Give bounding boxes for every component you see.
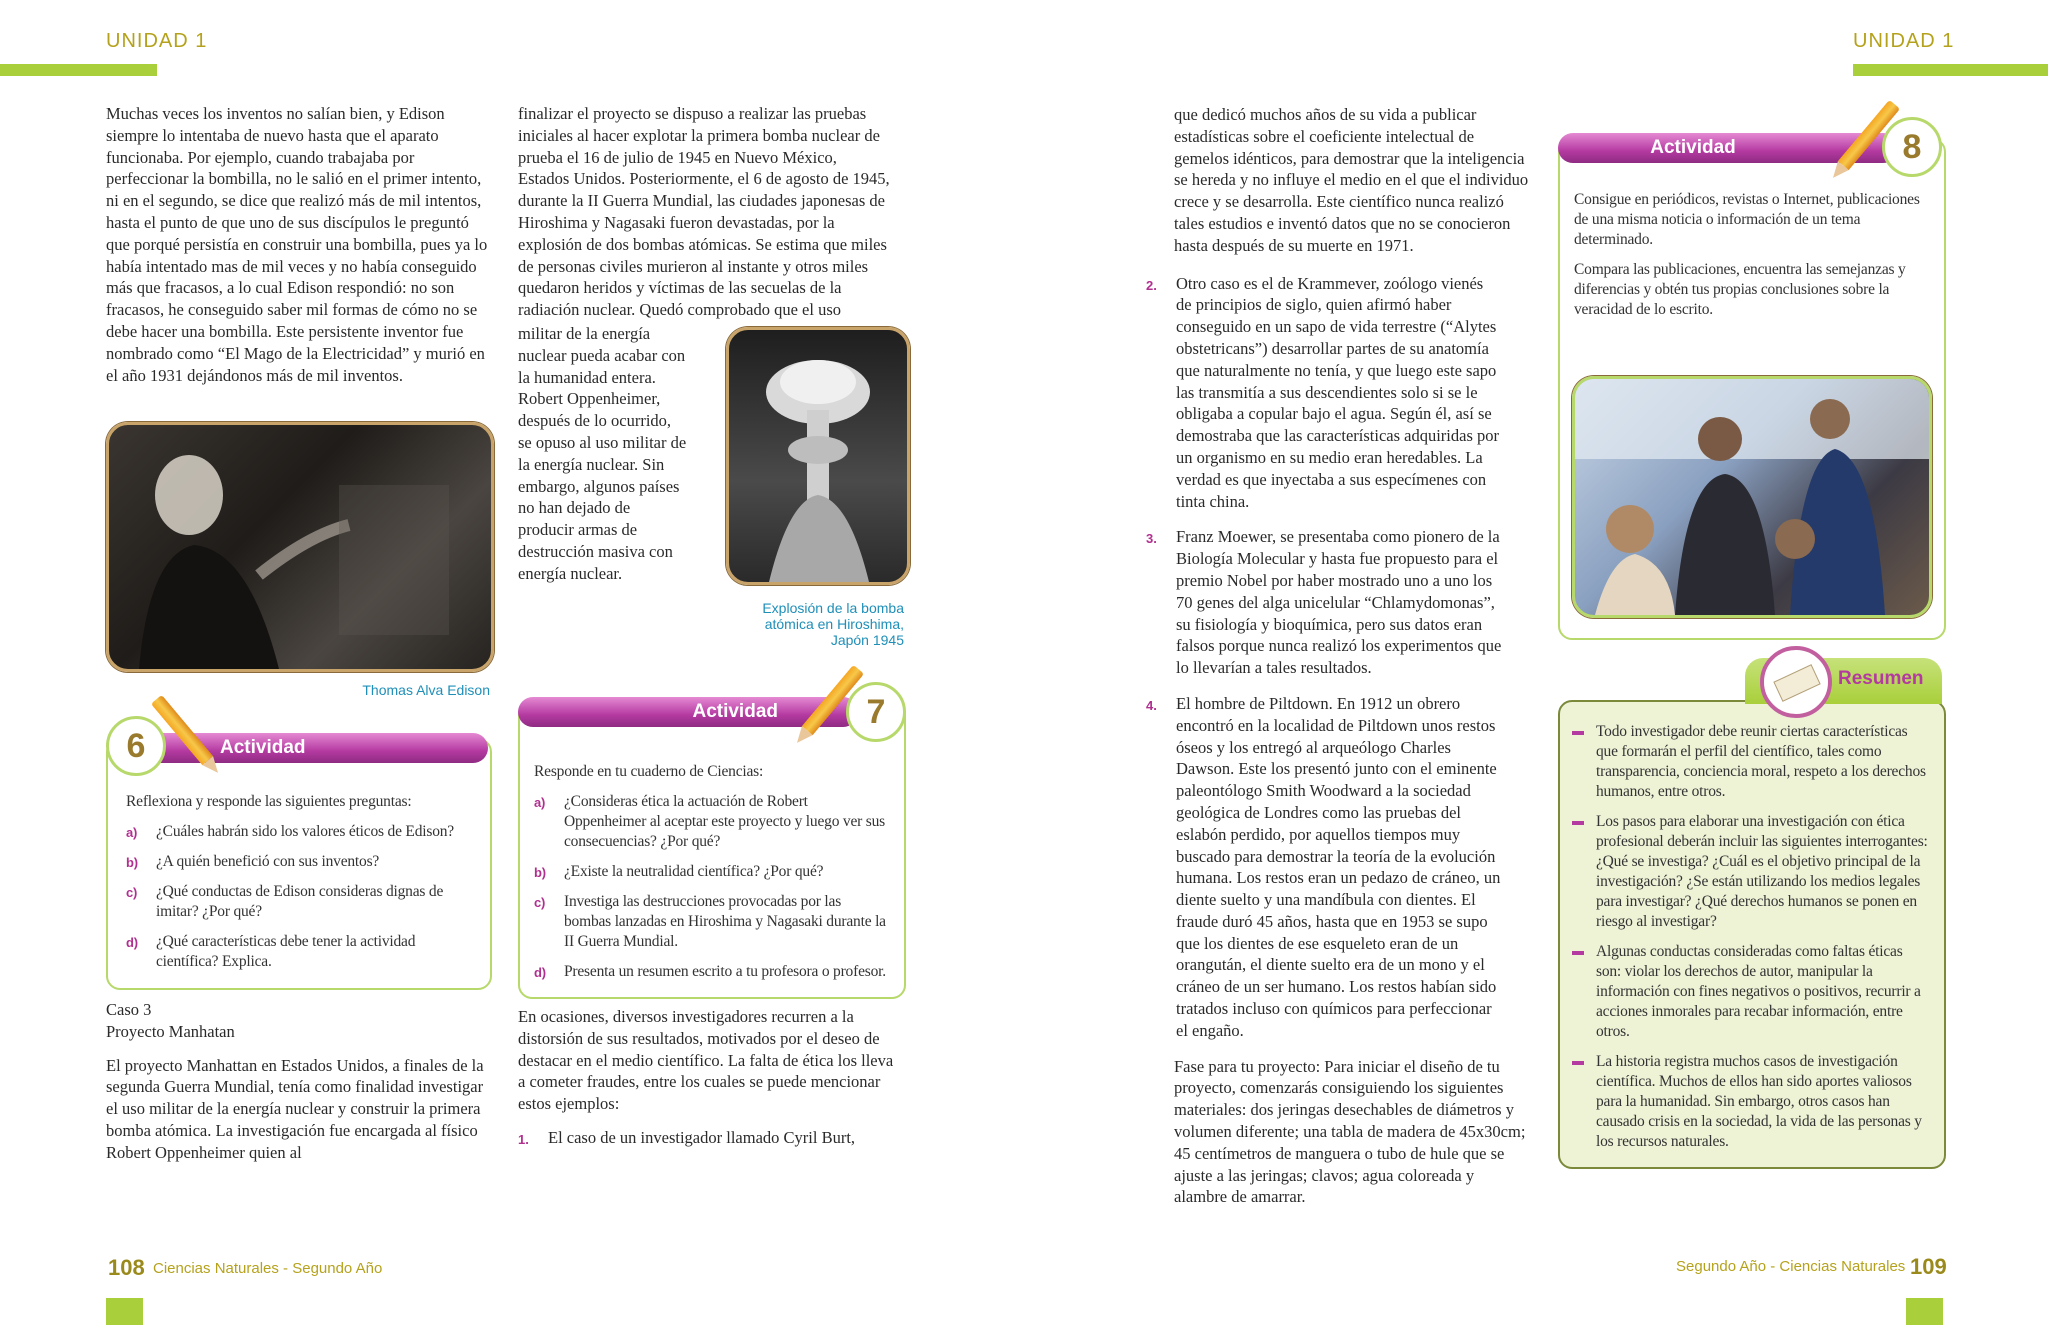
footer-bar-right [1906,1298,1943,1325]
bomb-photo [726,327,910,585]
activity-6-title: Actividad [130,733,488,763]
edison-photo [106,422,494,672]
list-item: 4. El hombre de Piltdown. En 1912 un obrero encontró en la localidad de Piltdown unos restos óseos y los entregó al arqueólogo Charles Dawson. Este los presentó junto con el eminente paleontólogo Smith Woodward a la sociedad geológica de Londres como las pruebas del eslabón perdido, por aquellos tiempos muy buscado para demostrar la teoría de la evolución humana. Los restos eran un pedazo de cráneo, un diente suelto y una mandíbula con dientes. El fraude duró 45 años, hasta que en 1953 se supo que los dientes de ese esqueleto eran de un orangután, el diente suelto era de un mono y el cráneo de un ser humano. Los restos habían sido tratados incluso con químicos para perfeccionar el engaño. [1146,693,1501,1040]
footer-text-left: Ciencias Naturales - Segundo Año [153,1260,383,1277]
footer-bar-left [106,1298,143,1325]
activity-7-box [518,700,906,999]
activity-7-item: c) Investiga las destrucciones provocadas por las bombas lanzadas en Hiroshima y Nagasaki durante la II Guerra Mundial. [534,893,886,950]
header-bar-left [0,64,157,76]
case3-subtitle: Proyecto Manhatan [106,1021,235,1041]
notebook-icon [1760,646,1832,718]
activity-7-intro: Responde en tu cuaderno de Ciencias: [534,763,764,780]
case3-paragraph: El proyecto Manhattan en Estados Unidos, a finales de la segunda Guerra Mundial, tenía como finalidad investigar el uso militar de la energía nuclear y construir la primera bomba atómica. La investigación fue encargada al físico Robert Oppenheimer quien al [106,1055,484,1162]
summary-item: La historia registra muchos casos de investigación científica. Muchos de ellos han sido aportes valiosos para la humanidad. Sin embargo, otros casos han causado crisis en la sociedad, la vida de las personas y los recursos naturales. [1562,1052,1928,1152]
summary-box [1558,700,1946,1169]
page-number-left: 108 [108,1255,145,1280]
activity-7-title: Actividad [518,697,858,727]
manhattan-paragraph: finalizar el proyecto se dispuso a realizar las pruebas iniciales al hacer explotar la primera bomba nuclear de prueba el 16 de julio de 1945 en Nuevo México, Estados Unidos. Posteriormente, el 6 de agosto de 1945, durante la II Guerra Mundial, las ciudades japonesas de Hiroshima y Nagasaki fueron devastadas, por la explosión de dos bombas atómicas. Se estima que miles de personas civiles murieron al instante y otros miles quedaron heridos y víctimas de las secuelas de la radiación nuclear. Quedó comprobado que el uso [518,104,890,320]
page-number-right: 109 [1910,1254,1947,1279]
case3-title: Caso 3 [106,1000,152,1019]
activity-6-item: b) ¿A quién benefició con sus inventos? [126,853,380,870]
activity-6-item: c) ¿Qué conductas de Edison consideras dignas de imitar? ¿Por qué? [126,883,444,920]
summary-title: Resumen [1838,668,1924,689]
list-item: 3. Franz Moewer, se presentaba como pionero de la Biología Molecular y hasta fue propuesto para el premio Nobel por haber mostrado uno a uno los 70 genes del alga unicelular “Chlamydomonas”, su fisiología y bioquímica, pero sus datos eran falsos porque nunca realizó los experimentos que lo llevarían a tales resultados. [1146,527,1502,678]
students-group-icon [1575,379,1929,615]
list-item: 1. El caso de un investigador llamado Cyril Burt, [518,1127,856,1147]
list-item: 2. Otro caso es el de Krammever, zoólogo vienés de principios de siglo, quien afirmó haber conseguido en un sapo de vida terrestre (“Alytes obstetricans”) desarrollar partes de su anatomía que naturalmente no tenía, y que luego este sapo las transmitía a sus descendientes solo si se le obligaba a copular bajo el agua. Según él, así se demostraba que las características adquiridas por un organismo en su medio eran heredables. La verdad es que inyectaba a sus especímenes con tinta china. [1146,273,1499,511]
activity-7-item: b) ¿Existe la neutralidad científica? ¿Por qué? [534,863,824,880]
activity-8-title: Actividad [1558,133,1898,163]
summary-item: Los pasos para elaborar una investigación con ética profesional deberán incluir las siguientes interrogantes: ¿Qué se investiga? ¿Cuál es el objetivo principal de la investigación? ¿Se están utilizando los medios legales para investigar? ¿Qué derechos humanos se ponen en riesgo al investigar? [1562,812,1928,932]
activity-6-intro: Reflexiona y responde las siguientes preguntas: [126,793,412,810]
activity-8-p1: Consigue en periódicos, revistas o Internet, publicaciones de una misma noticia o información de un tema determinado. [1574,191,1920,248]
edison-portrait-icon [109,425,491,669]
unit-header-right: UNIDAD 1 [1853,30,1955,52]
phase-paragraph: Fase para tu proyecto: Para iniciar el diseño de tu proyecto, comenzarás consiguiendo los siguientes materiales: dos jeringas desechables de diámetros y volumen diferente; una tabla de madera de 45x30cm; 45 centímetros de manguera o tubo de hule que se ajuste a las jeringas; clavos; agua coloreada y alambre de amarrar. [1174,1056,1526,1207]
activity-6-item: a) ¿Cuáles habrán sido los valores éticos de Edison? [126,823,454,840]
activity-8-box [1558,138,1946,640]
summary-item: Algunas conductas consideradas como faltas éticas son: violar los derechos de autor, manipular la información con fines negativos o positivos, recurrir a acciones inmorales para recabar información, entre otros. [1562,942,1928,1042]
activity-7-item: d) Presenta un resumen escrito a tu profesora o profesor. [534,963,886,980]
edison-paragraph: Muchas veces los inventos no salían bien, y Edison siempre lo intentaba de nuevo hasta que el aparato funcionaba. Por ejemplo, cuando trabajaba por perfeccionar la bombilla, no le salió en el primer intento, ni en el segundo, se dice que realizó más de mil intentos, hasta el punto de que uno de sus discípulos le preguntó que porqué persistía en construir una bombilla, pues ya lo había intentado mas de mil veces y no había conseguido más que fracasos, a lo cual Edison respondió: no son fracasos, he conseguido saber mil formas de cómo no se debe hacer una bombilla. Este persistente inventor fue nombrado como “El Mago de la Electricidad” y murió en el año 1931 dejándonos más de mil inventos. [106,104,488,385]
bomb-caption: Explosión de la bomba atómica en Hiroshima, Japón 1945 [762,600,904,648]
activity-7-number: 7 [846,682,906,742]
activity-8-p2: Compara las publicaciones, encuentra las semejanzas y diferencias y obtén tus propias conclusiones sobre la veracidad de lo escrito. [1574,261,1906,318]
footer-text-right: Segundo Año - Ciencias Naturales [1676,1258,1906,1275]
students-photo [1572,376,1932,618]
activity-6-item: d) ¿Qué características debe tener la actividad científica? Explica. [126,933,416,970]
activity-6-box [106,738,492,990]
fraud-intro-paragraph: En ocasiones, diversos investigadores recurren a la distorsión de sus resultados, motivados por el deseo de destacar en el medio científico. La falta de ética los lleva a cometer fraudes, entre los cuales se puede mencionar estos ejemplos: 1. El caso de un investigador llamado Cyril Burt, [518,1006,902,1163]
header-bar-right [1853,64,2048,76]
mushroom-cloud-icon [729,330,907,582]
summary-item: Todo investigador debe reunir ciertas características que formarán el perfil del científico, tales como transparencia, conciencia moral, respeto a los derechos humanos, entre otros. [1562,722,1928,802]
unit-header-left: UNIDAD 1 [106,30,208,52]
burt-continuation: que dedicó muchos años de su vida a publicar estadísticas sobre el coeficiente intelectual de gemelos idénticos, para demostrar que la inteligencia se hereda y no influye el medio en el que el individuo crece y se desarrolla. Este científico nunca realizó tales estudios e inventó datos que no se conocieron hasta después de su muerte en 1971. 2. Otro caso es el de Krammever, zoólogo vienés de principios de siglo, quien afirmó haber conseguido en un sapo de vida terrestre (“Alytes obstetricans”) desarrollar partes de su anatomía que naturalmente no tenía, y que luego este sapo las transmitía a sus descendientes solo si se le obligaba a copular bajo el agua. Según él, así se demostraba que las características adquiridas por un organismo en su medio eran heredables. La verdad es que inyectaba a sus especímenes con tinta china. 3. Franz Moewer, se presentaba como pionero de la Biología Molecular y hasta fue propuesto para el premio Nobel por haber mostrado uno a uno los 70 genes del alga unicelular “Chlamydomonas”, su fisiología y bioquímica, pero sus datos eran falsos porque nunca realizó los experimentos que lo llevarían a tales resultados. 4. El hombre de Piltdown. En 1912 un obrero encontró en la localidad de Piltdown unos restos óseos y los entregó al arqueólogo Charles Dawson. Este los presentó junto con el eminente paleontólogo Smith Woodward a la sociedad geológica de Londres como las pruebas del eslabón perdido, por aquellos tiempos muy buscado para demostrar la teoría de la evolución humana. Los restos eran un pedazo de cráneo, un diente suelto y una mandíbula con dientes. El fraude duró 45 años, hasta que en 1953 se supo que los dientes de ese esqueleto eran de un orangután, el diente suelto era de un mono y el cráneo de un ser humano. Los restos habían sido tratados incluso con químicos para perfeccionar el engaño. Fase para tu proyecto: Para iniciar el diseño de tu proyecto, comenzarás consiguiendo los siguientes materiales: dos jeringas desechables de diámetros y volumen diferente; una tabla de madera de 45x30cm; 45 centímetros de manguera o tubo de hule que se ajuste a las jeringas; clavos; agua coloreada y alambre de amarrar. [1146,105,1529,1207]
case3-block [106,999,491,1176]
activity-8-number: 8 [1882,117,1942,177]
edison-caption: Thomas Alva Edison [362,682,490,698]
activity-7-item: a) ¿Consideras ética la actuación de Robert Oppenheimer al aceptar este proyecto y luego ver sus consecuencias? ¿Por qué? [534,793,885,850]
oppenheimer-side-text: militar de la energía nuclear pueda acabar con la humanidad entera. Robert Oppenheimer, después de lo ocurrido, se opuso al uso militar de la energía nuclear. Sin embargo, algunos países no han dejado de producir armas de destrucción masiva con energía nuclear. [518,324,687,583]
activity-6-number: 6 [106,716,166,776]
